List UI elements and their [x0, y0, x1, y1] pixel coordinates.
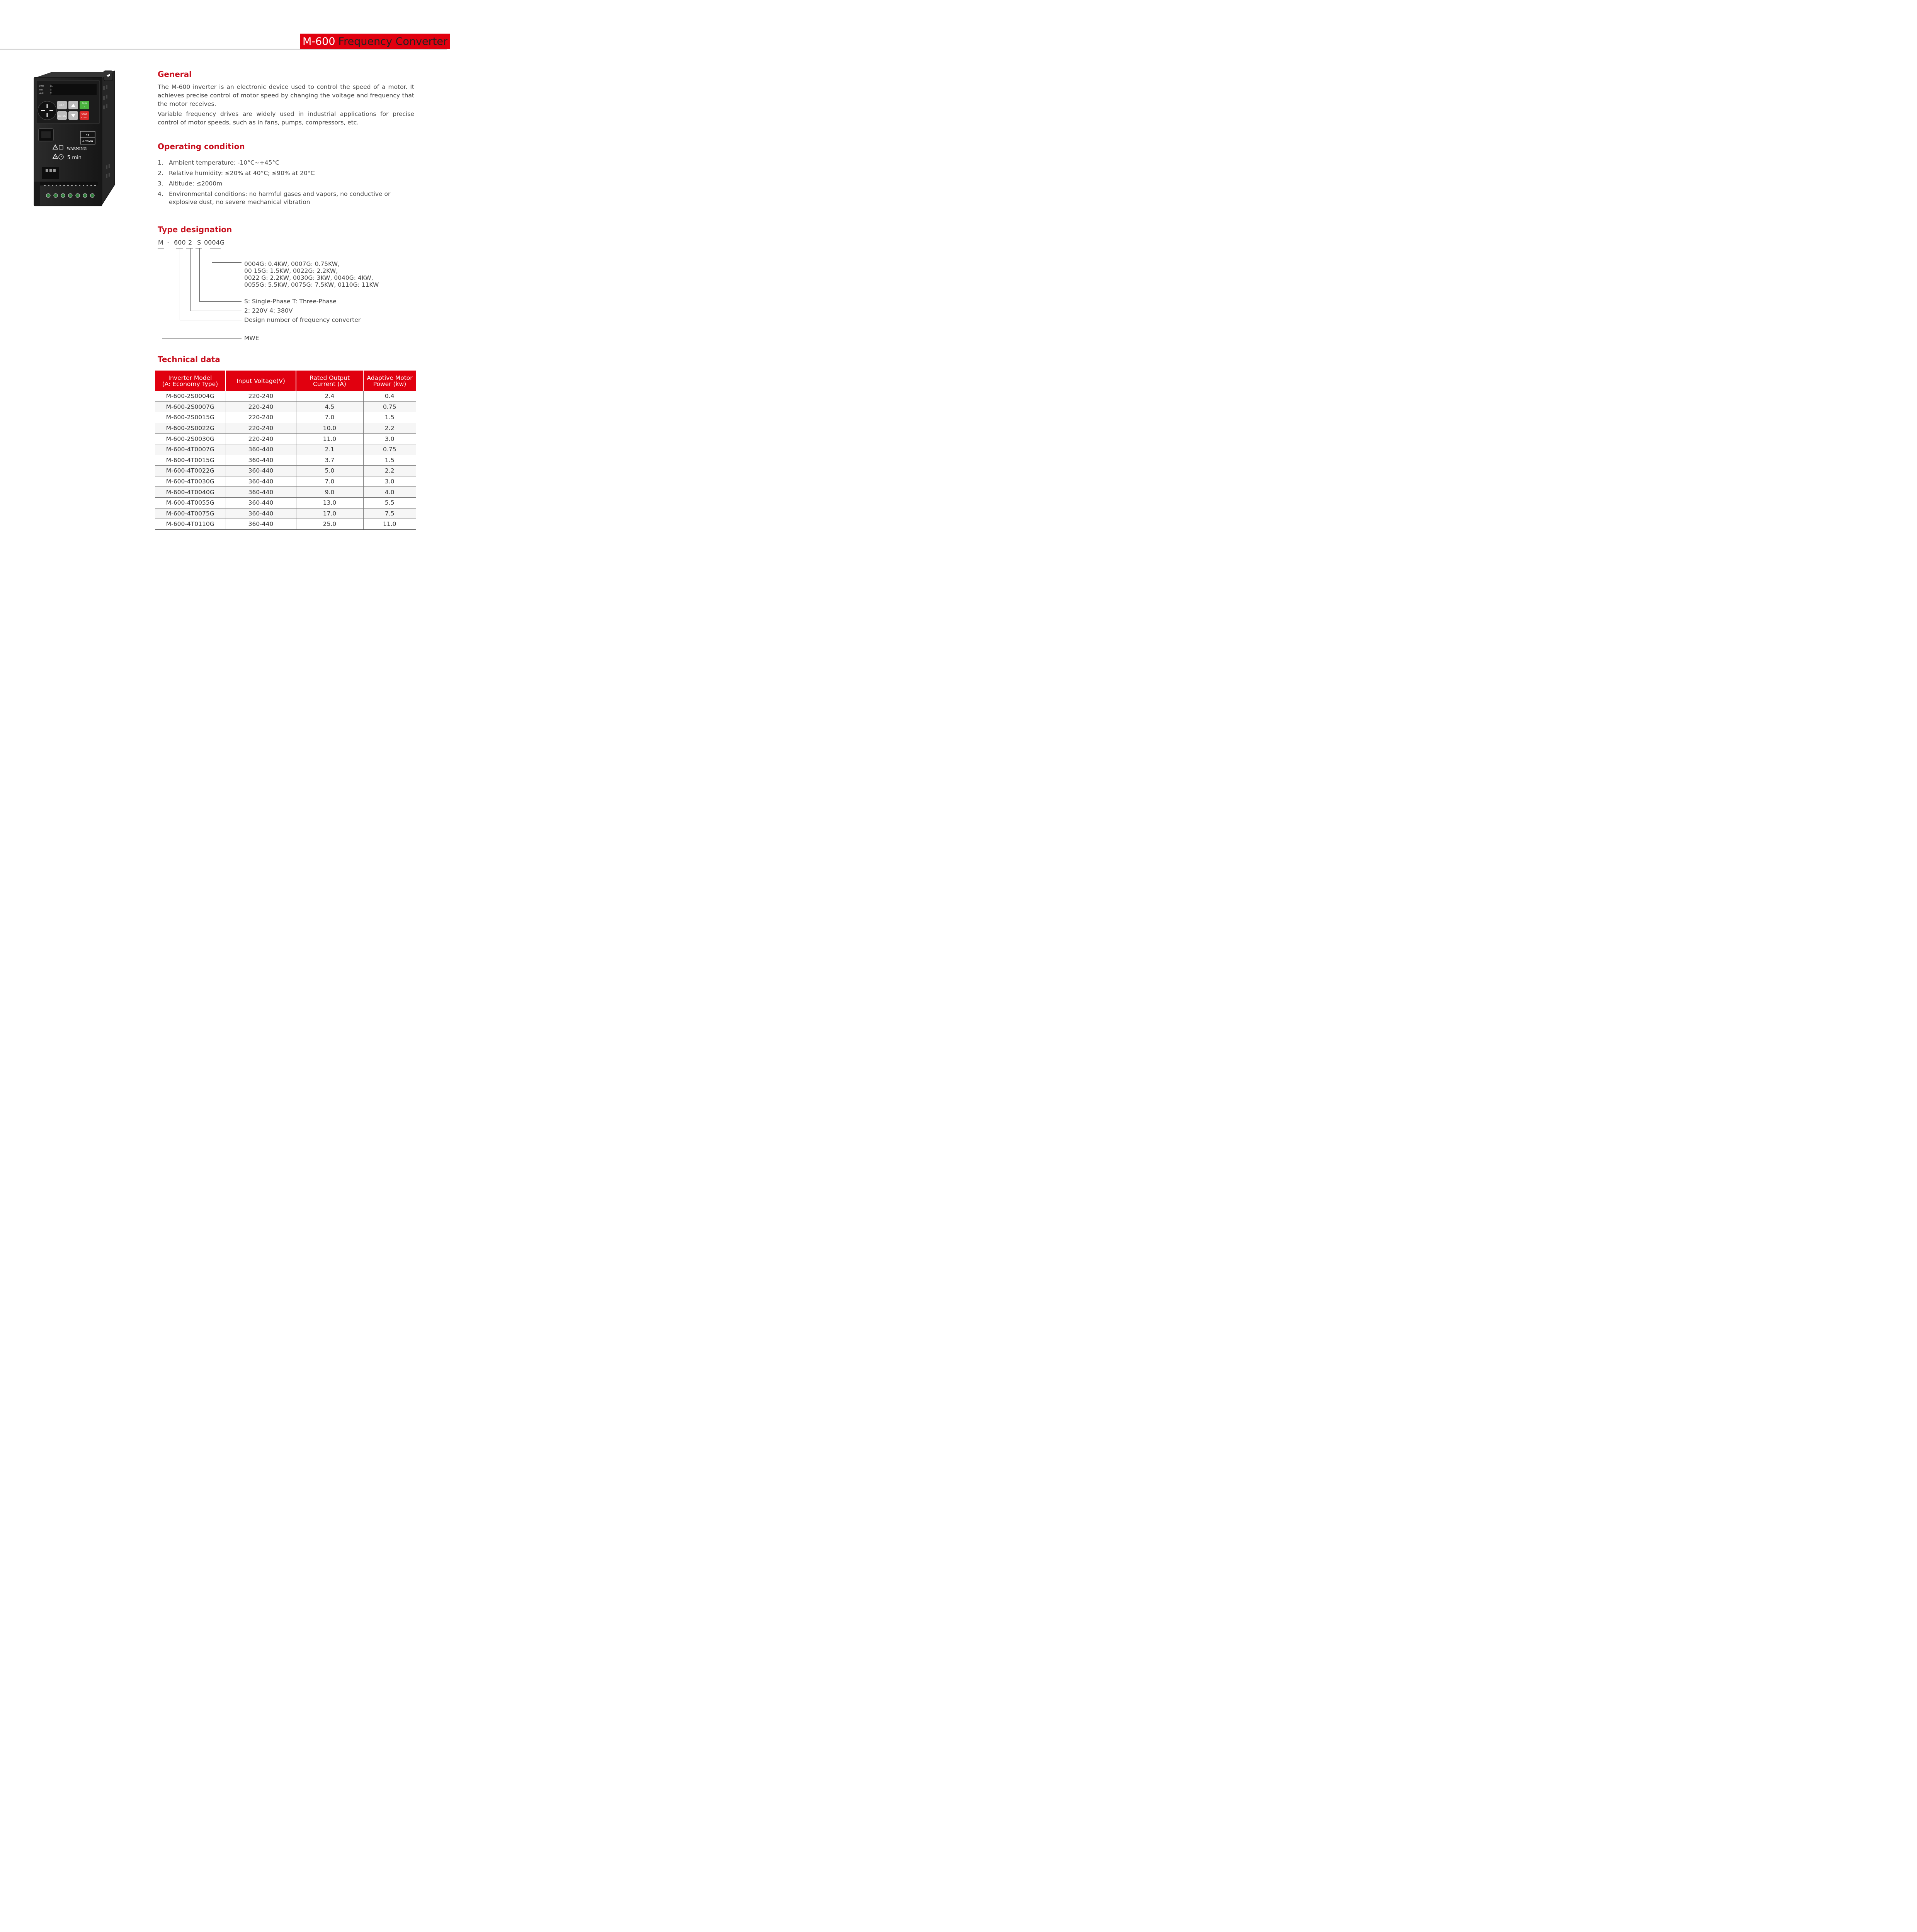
led-a-label: A [50, 89, 52, 91]
operating-list [158, 159, 414, 209]
table-row: M-600-4T0075G 360-440 17.0 7.5 [155, 508, 416, 519]
technical-heading: Technical data [158, 355, 220, 364]
col-rated-current: Rated Output Current (A) [296, 371, 363, 391]
led-fwd-label: FWD [39, 85, 44, 88]
code-voltage: 2 [188, 239, 192, 246]
led-alm-label: ALM [39, 92, 44, 95]
col-motor-power: Adaptive Motor Power (kw) [363, 371, 416, 391]
col-inverter-model: Inverter Model (A: Economy Type) [155, 371, 226, 391]
code-phase: S [197, 239, 201, 246]
table-row: M-600-2S0015G 220-240 7.0 1.5 [155, 412, 416, 423]
brand-label: MWE [244, 335, 259, 342]
plate-model-power: 0.75kW [82, 140, 93, 143]
table-row: M-600-2S0007G 220-240 4.5 0.75 [155, 401, 416, 412]
design-label: Design number of frequency converter [244, 316, 361, 323]
table-row: M-600-2S0004G 220-240 2.4 0.4 [155, 391, 416, 401]
title-model: M-600 [302, 35, 335, 48]
general-heading: General [158, 70, 192, 79]
table-row: M-600-4T0040G 360-440 9.0 4.0 [155, 487, 416, 498]
page-title-banner [300, 34, 450, 49]
warning-label: WARNING [67, 147, 87, 151]
svg-text:!: ! [54, 146, 56, 149]
voltage-label: 2: 220V 4: 380V [244, 307, 293, 314]
svg-text:!: ! [54, 155, 56, 158]
wait-time-label: 5 min [67, 155, 82, 161]
key-prg-label: PRG [59, 104, 65, 107]
key-enter-label: ENTER [58, 115, 66, 117]
code-dash: - [167, 239, 170, 246]
list-item: 2. Relative humidity: ≤20% at 40°C; ≤90% at 20°C [158, 170, 315, 177]
svg-text:»: » [83, 106, 85, 108]
general-paragraph-1: The M-600 inverter is an electronic device used to control the speed of a motor. It achieves precise control of motor speed by changing the voltage and frequency that the motor receives. [158, 83, 414, 107]
list-item: 3. Altitude: ≤2000m [158, 180, 223, 187]
col-input-voltage: Input Voltage(V) [226, 371, 296, 391]
power-codes: 0004G: 0.4KW, 0007G: 0.75KW, 00 15G: 1.5KW, 0022G: 2.2KW, 0022 G: 2.2KW, 0030G: 3KW, 0040G: 4KW, 0055G: 5.5KW, 0075G: 7.5KW, 0110G: 11KW [244, 260, 379, 288]
table-row: M-600-4T0015G 360-440 3.7 1.5 [155, 455, 416, 466]
operating-heading: Operating condition [158, 142, 245, 151]
key-run-label: RUN [82, 102, 87, 105]
plate-model-code: 4T [86, 133, 90, 136]
led-rev-label: REV [39, 89, 44, 91]
phase-label: S: Single-Phase T: Three-Phase [244, 298, 337, 305]
technical-data-table [155, 371, 416, 530]
led-hz-label: Hz [50, 85, 53, 88]
table-row: M-600-4T0007G 360-440 2.1 0.75 [155, 444, 416, 455]
table-header-row [155, 371, 416, 391]
code-power: 0004G [204, 239, 225, 246]
code-m: M [158, 239, 163, 246]
general-paragraph-2: Variable frequency drives are widely used in industrial applications for precise control of motor speeds, such as in fans, pumps, compressors, etc. [158, 111, 414, 126]
table-row: M-600-4T0030G 360-440 7.0 3.0 [155, 476, 416, 487]
list-item: 4. Environmental conditions: no harmful gases and vapors, no conductive or explosive dust, no severe mechanical vibration [158, 190, 391, 206]
led-v-label: V [50, 92, 52, 95]
type-heading: Type designation [158, 225, 232, 234]
inverter-product-image [31, 69, 118, 208]
key-stop-label: STOP [81, 113, 87, 116]
table-row: M-600-4T0110G 360-440 25.0 11.0 [155, 519, 416, 530]
key-reset-label: RESET [81, 117, 88, 119]
code-series: 600 [174, 239, 186, 246]
list-item: 1. Ambient temperature: -10°C~+45°C [158, 159, 279, 166]
table-row: M-600-2S0030G 220-240 11.0 3.0 [155, 434, 416, 444]
table-row: M-600-4T0022G 360-440 5.0 2.2 [155, 466, 416, 476]
table-row: M-600-4T0055G 360-440 13.0 5.5 [155, 497, 416, 508]
table-row: M-600-2S0022G 220-240 10.0 2.2 [155, 423, 416, 434]
title-product: Frequency Converter [338, 35, 448, 48]
